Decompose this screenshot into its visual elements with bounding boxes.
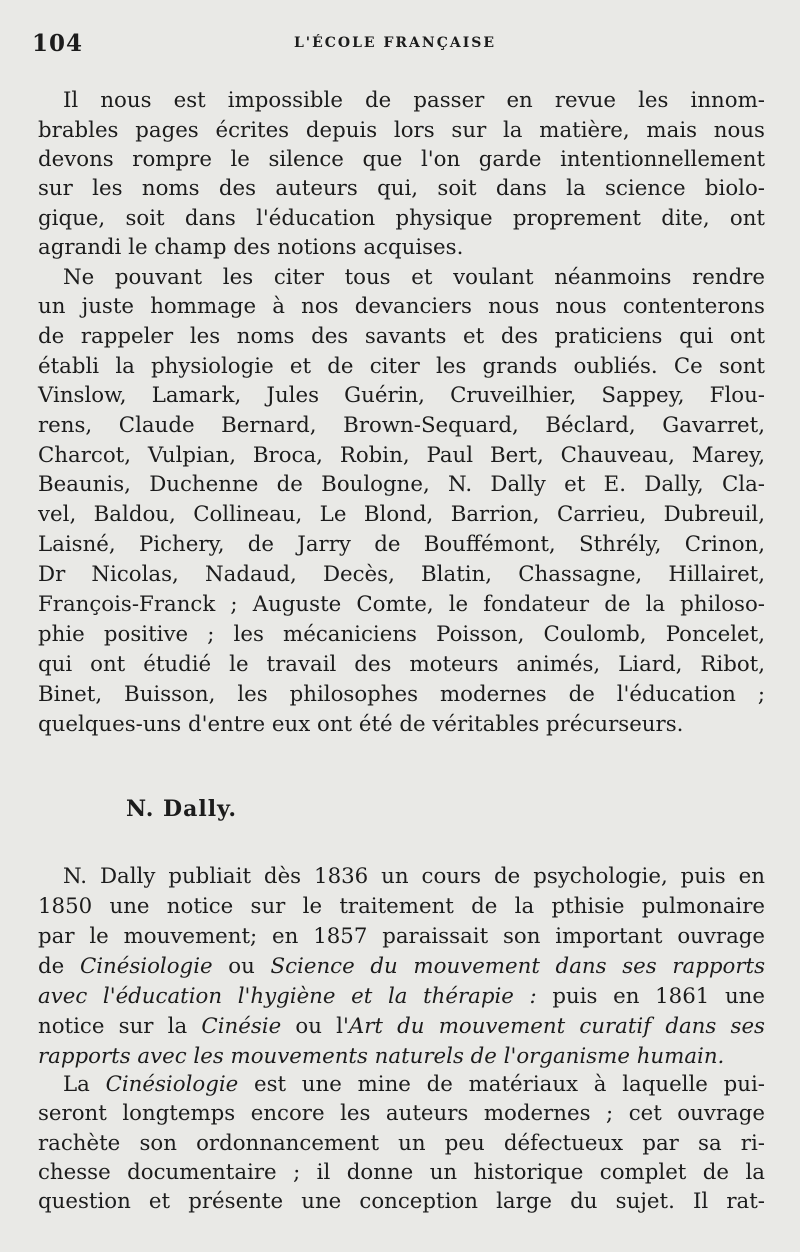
text-line xyxy=(63,1070,765,1100)
text-run: puis en 1861 une xyxy=(536,984,765,1009)
text-line: N. Dally publiait dès 1836 un cours de psychologie, puis en xyxy=(63,864,765,889)
book-title-italic: Cinésiologie xyxy=(79,954,213,979)
text-line: Beaunis, Duchenne de Boulogne, N. Dally et E. Dally, Cla- xyxy=(38,472,765,497)
book-title-italic: Science du mouvement dans ses rapports xyxy=(270,954,766,979)
text-line: Dr Nicolas, Nadaud, Decès, Blatin, Chassagne, Hillairet, xyxy=(38,562,765,587)
text-line: gique, soit dans l'éducation physique proprement dite, ont xyxy=(38,206,765,231)
text-line: brables pages écrites depuis lors sur la matière, mais nous xyxy=(38,118,765,143)
book-title-italic: Cinésiologie xyxy=(105,1072,239,1097)
page-number: 104 xyxy=(32,30,84,57)
text-run: La xyxy=(63,1072,106,1097)
text-line: Charcot, Vulpian, Broca, Robin, Paul Bert, Chauveau, Marey, xyxy=(38,443,765,468)
text-line: Laisné, Pichery, de Jarry de Bouffémont, Sthrély, Crinon, xyxy=(38,532,765,557)
text-line: Binet, Buisson, les philosophes modernes de l'éducation ; xyxy=(38,682,765,707)
text-line: devons rompre le silence que l'on garde intentionnellement xyxy=(38,147,765,172)
text-line xyxy=(38,1012,765,1042)
book-title-italic: Art du mouvement curatif dans ses xyxy=(348,1014,765,1039)
section-heading: N. Dally. xyxy=(126,796,237,822)
text-line: question et présente une conception large du sujet. Il rat- xyxy=(38,1189,765,1214)
text-line: rens, Claude Bernard, Brown-Sequard, Béclard, Gavarret, xyxy=(38,413,765,438)
text-line: 1850 une notice sur le traitement de la pthisie pulmonaire xyxy=(38,894,765,919)
text-line: rapports avec les mouvements naturels de l'organisme humain. xyxy=(38,1044,725,1069)
text-run: de xyxy=(38,954,80,979)
book-title-italic: avec l'éducation l'hygiène et la thérapie : xyxy=(38,984,537,1009)
text-line: vel, Baldou, Collineau, Le Blond, Barrion, Carrieu, Dubreuil, xyxy=(38,502,765,527)
book-title-italic: Cinésie xyxy=(201,1014,282,1039)
text-line: rachète son ordonnancement un peu défectueux par sa ri- xyxy=(38,1131,765,1156)
text-line: par le mouvement; en 1857 paraissait son important ouvrage xyxy=(38,924,765,949)
text-line: chesse documentaire ; il donne un historique complet de la xyxy=(38,1160,765,1185)
page-header xyxy=(30,30,760,62)
text-line: Il nous est impossible de passer en revue les innom- xyxy=(63,88,765,113)
text-line: de rappeler les noms des savants et des praticiens qui ont xyxy=(38,324,765,349)
running-title: L'ÉCOLE FRANÇAISE xyxy=(293,35,497,51)
text-line: seront longtemps encore les auteurs modernes ; cet ouvrage xyxy=(38,1101,765,1126)
text-line: un juste hommage à nos devanciers nous nous contenterons xyxy=(38,294,765,319)
text-line: qui ont étudié le travail des moteurs animés, Liard, Ribot, xyxy=(38,652,765,677)
text-run: notice sur la xyxy=(38,1014,202,1039)
text-line xyxy=(38,952,765,982)
text-run: ou xyxy=(212,954,271,979)
text-run: ou l' xyxy=(281,1014,349,1039)
text-run: est une mine de matériaux à laquelle pui- xyxy=(238,1072,765,1097)
text-line: établi la physiologie et de citer les grands oubliés. Ce sont xyxy=(38,354,765,379)
text-line: phie positive ; les mécaniciens Poisson, Coulomb, Poncelet, xyxy=(38,622,765,647)
text-line: agrandi le champ des notions acquises. xyxy=(38,235,464,260)
text-line: Vinslow, Lamark, Jules Guérin, Cruveilhier, Sappey, Flou- xyxy=(38,383,765,408)
text-line: sur les noms des auteurs qui, soit dans la science biolo- xyxy=(38,176,765,201)
text-line: Ne pouvant les citer tous et voulant néanmoins rendre xyxy=(63,265,765,290)
text-line: François-Franck ; Auguste Comte, le fondateur de la philoso- xyxy=(38,592,765,617)
text-line: quelques-uns d'entre eux ont été de véritables précurseurs. xyxy=(38,712,684,737)
text-line xyxy=(38,982,765,1012)
